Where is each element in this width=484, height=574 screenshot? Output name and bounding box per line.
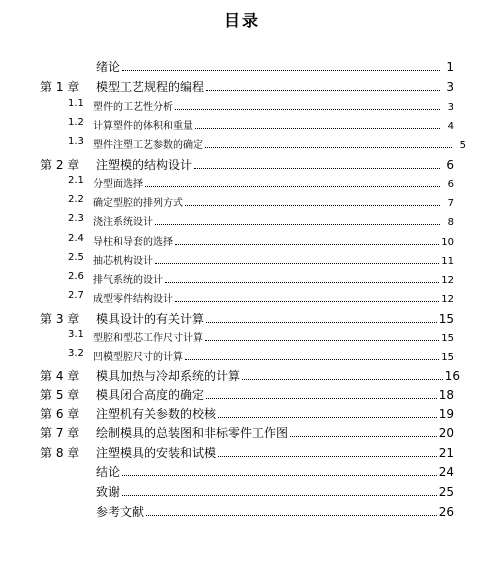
toc-leader-dots [205,339,439,341]
toc-entry-number: 2.4 [68,233,84,244]
toc-entry[interactable] [0,367,484,384]
toc-entry-number: 3.2 [68,348,84,359]
toc-entry[interactable] [0,98,484,113]
toc-leader-dots [155,223,440,225]
toc-leader-dots [122,69,440,71]
toc-leader-dots [242,378,443,380]
toc-leader-dots [122,474,437,476]
toc-entry[interactable] [0,503,484,520]
toc-leader-dots [194,167,440,169]
toc-leader-dots [175,108,440,110]
toc-entry-title: 塑件注塑工艺参数的确定 [93,140,203,151]
toc-entry-page: 11 [441,256,454,267]
toc-entry-title: 绪论 [96,60,121,74]
toc-entry[interactable] [0,213,484,228]
toc-entry-title: 凹模型腔尺寸的计算 [93,352,183,363]
toc-leader-dots [206,89,440,91]
toc-leader-dots [205,146,452,148]
toc-entry-title: 注塑模的结构设计 [96,158,193,172]
toc-entry-page: 20 [438,426,454,440]
toc-entry[interactable] [0,136,484,151]
toc-leader-dots [206,321,437,323]
toc-entry-title: 排气系统的设计 [93,275,163,286]
toc-leader-dots [145,185,440,187]
toc-leader-dots [218,455,437,457]
toc-entry-title: 抽芯机构设计 [93,256,153,267]
toc-entry-page: 12 [441,275,454,286]
toc-entry-page: 3 [446,80,454,94]
toc-entry-title: 计算塑件的体积和重量 [93,121,193,132]
toc-entry[interactable] [0,386,484,403]
toc-entry-page: 7 [447,198,454,209]
toc-entry-number: 2.2 [68,194,84,205]
toc-entry-number: 2.7 [68,290,84,301]
toc-entry[interactable] [0,290,484,305]
toc-entry-title: 模具设计的有关计算 [96,312,205,326]
toc-leader-dots [185,204,440,206]
toc-entry-number: 第 4 章 [40,369,80,383]
toc-entry-title: 致谢 [96,485,121,499]
toc-entry-page: 15 [441,333,454,344]
toc-entry[interactable] [0,444,484,461]
toc-entry-title: 模具闭合高度的确定 [96,388,205,402]
toc-entry-number: 3.1 [68,329,84,340]
toc-entry-page: 16 [444,369,460,383]
toc-entry-number: 1.2 [68,117,84,128]
toc-entry-number: 2.3 [68,213,84,224]
toc-entry-page: 5 [459,140,466,151]
toc-entry-page: 10 [441,237,454,248]
toc-entry-title: 结论 [96,465,121,479]
toc-entry[interactable] [0,463,484,480]
toc-entry-number: 第 7 章 [40,426,80,440]
toc-entry-title: 型腔和型芯工作尺寸计算 [93,333,203,344]
toc-entry[interactable] [0,252,484,267]
toc-entry[interactable] [0,78,484,95]
toc-entry-page: 3 [447,102,454,113]
toc-entry[interactable] [0,329,484,344]
toc-entry-page: 18 [438,388,454,402]
toc-entry-page: 6 [447,179,454,190]
toc-entry-number: 1.3 [68,136,84,147]
toc-entry-number: 2.6 [68,271,84,282]
toc-entry-number: 第 3 章 [40,312,80,326]
toc-leader-dots [122,494,437,496]
toc-entry[interactable] [0,271,484,286]
toc-leader-dots [290,435,437,437]
toc-leader-dots [146,514,437,516]
toc-entry-title: 分型面选择 [93,179,143,190]
toc-entry[interactable] [0,310,484,327]
toc-entry-title: 注塑模具的安装和试模 [96,446,217,460]
toc-leader-dots [218,416,437,418]
toc-entry[interactable] [0,348,484,363]
toc-leader-dots [175,243,439,245]
toc-entry[interactable] [0,233,484,248]
toc-entry-title: 导柱和导套的选择 [93,237,173,248]
toc-entry-page: 15 [441,352,454,363]
toc-leader-dots [185,358,439,360]
toc-entry-title: 成型零件结构设计 [93,294,173,305]
toc-entry-page: 24 [438,465,454,479]
toc-entry-page: 8 [447,217,454,228]
toc-entry-title: 模型工艺规程的编程 [96,80,205,94]
toc-entry[interactable] [0,156,484,173]
toc-leader-dots [206,397,437,399]
toc-entry-page: 26 [438,505,454,519]
toc-entry-number: 2.1 [68,175,84,186]
toc-entry-title: 注塑机有关参数的校核 [96,407,217,421]
toc-entry-number: 第 2 章 [40,158,80,172]
page-title: 目录 [223,11,260,30]
toc-entry[interactable] [0,405,484,422]
toc-entry-page: 4 [447,121,454,132]
toc-leader-dots [165,281,439,283]
toc-entry-title: 参考文献 [96,505,145,519]
toc-entry-number: 第 8 章 [40,446,80,460]
toc-leader-dots [155,262,439,264]
toc-entry-number: 1.1 [68,98,84,109]
toc-entry[interactable] [0,117,484,132]
toc-entry-number: 第 5 章 [40,388,80,402]
toc-entry-title: 确定型腔的排列方式 [93,198,183,209]
toc-entry-title: 模具加热与冷却系统的计算 [96,369,241,383]
toc-entry-page: 21 [438,446,454,460]
toc-entry-number: 2.5 [68,252,84,263]
toc-entry-title: 塑件的工艺性分析 [93,102,173,113]
toc-entry-page: 12 [441,294,454,305]
toc-entry[interactable] [0,194,484,209]
toc-entry-page: 19 [438,407,454,421]
toc-entry[interactable] [0,483,484,500]
toc-entry-page: 25 [438,485,454,499]
toc-entry[interactable] [0,424,484,441]
toc-entry-page: 6 [446,158,454,172]
toc-entry-page: 15 [438,312,454,326]
toc-entry-page: 1 [446,60,454,74]
toc-entry[interactable] [0,175,484,190]
toc-entry-number: 第 6 章 [40,407,80,421]
toc-entry-number: 第 1 章 [40,80,80,94]
toc-leader-dots [195,127,440,129]
toc-entry-title: 绘制模具的总装图和非标零件工作图 [96,426,289,440]
toc-entry[interactable] [0,58,484,75]
toc-entry-title: 浇注系统设计 [93,217,153,228]
toc-leader-dots [175,300,439,302]
